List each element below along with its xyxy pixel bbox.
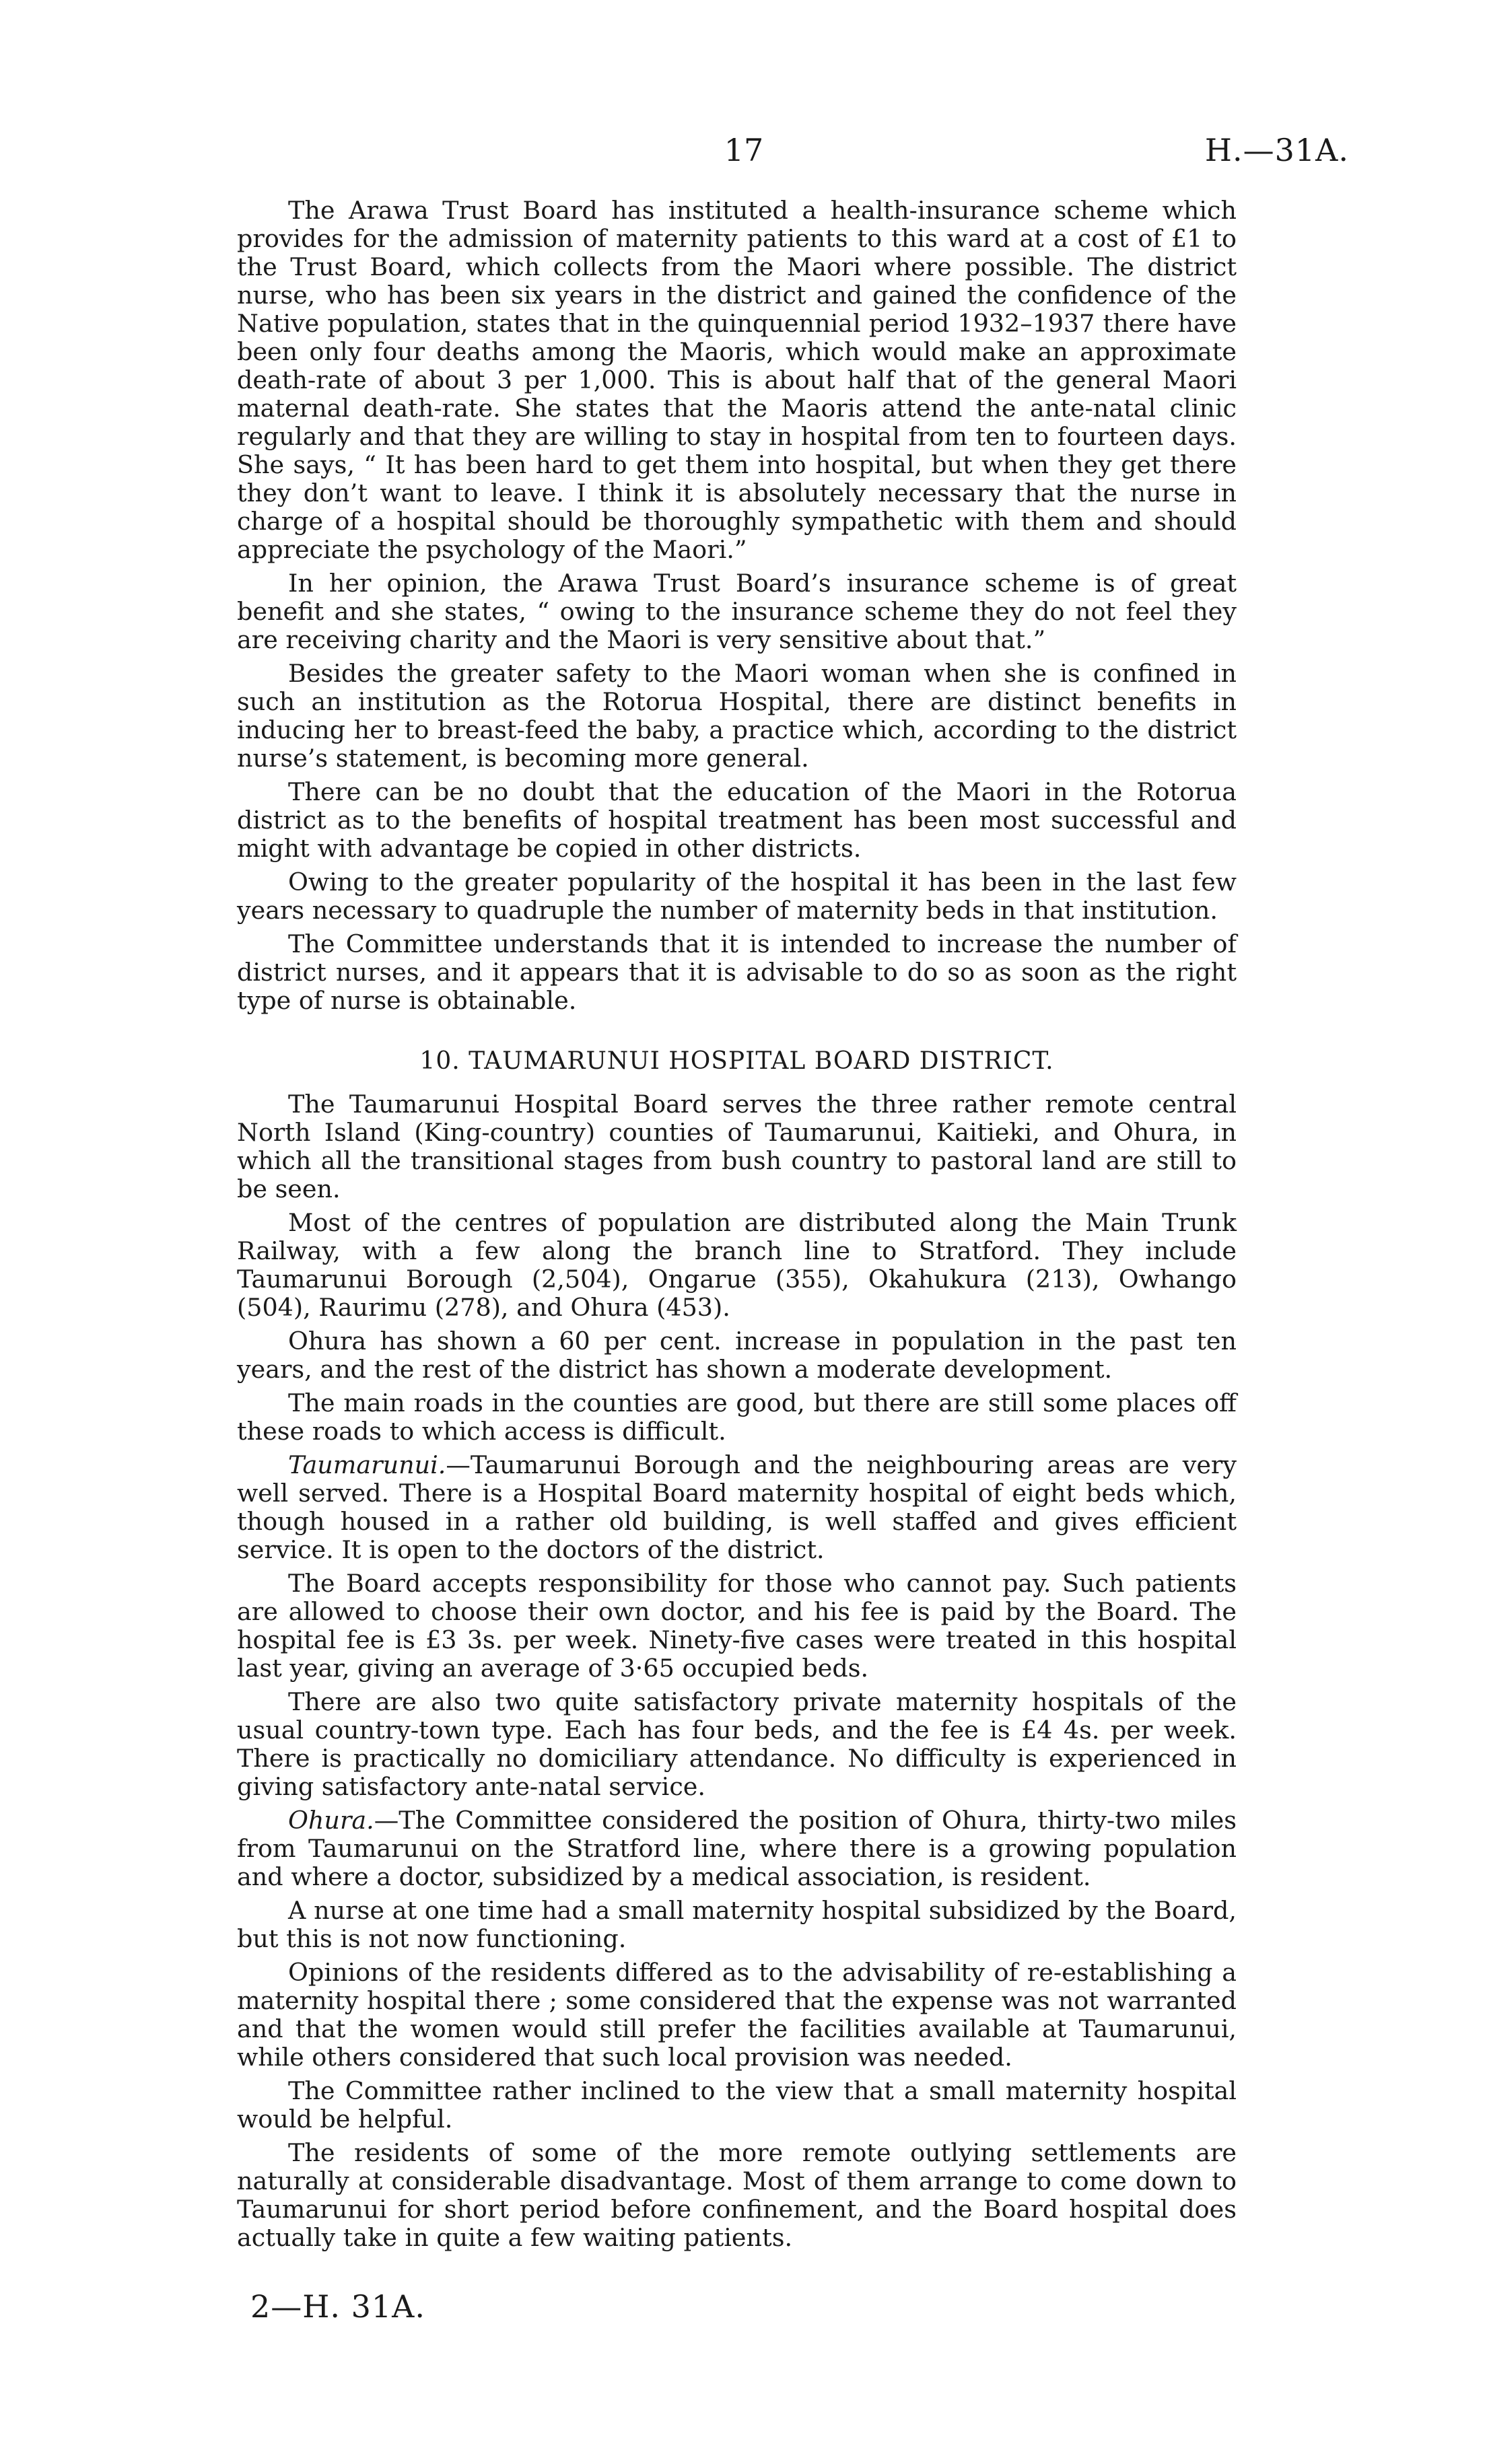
paragraph: Besides the greater safety to the Maori woman when she is confined in such an institution as the Rotorua Hospital, there are distinct benefits in inducing her to breast-feed the baby, a practice which, according to the district nurse’s statement, is becoming more general. — [237, 659, 1237, 773]
paragraph: The residents of some of the more remote outlying settlements are naturally at considerable disadvantage. Most of them arrange to come down to Taumarunui for short period before confinement, and the Board hospital does actually take in quite a few waiting patients. — [237, 2138, 1237, 2252]
paragraph: In her opinion, the Arawa Trust Board’s insurance scheme is of great benefit and she states, “ owing to the insurance scheme they do not feel they are receiving charity and the Maori is very sensitive about that.” — [237, 569, 1237, 654]
paragraph: A nurse at one time had a small maternity hospital subsidized by the Board, but this is not now functioning. — [237, 1896, 1237, 1953]
section-heading: 10. TAUMARUNUI HOSPITAL BOARD DISTRICT. — [419, 1047, 1054, 1075]
paragraph: The Committee rather inclined to the view that a small maternity hospital would be helpful. — [237, 2076, 1237, 2134]
paragraph: Opinions of the residents differed as to the advisability of re-establishing a maternity hospital there ; some considered that the expense was not warranted and that the women would still prefer the facilities available at Taumarunui, while others considered that such local provision was needed. — [237, 1958, 1237, 2072]
document-reference: H.—31A. — [1204, 132, 1349, 168]
footer-reference: 2—H. 31A. — [250, 2288, 426, 2325]
paragraph — [237, 1451, 1237, 1564]
paragraph-text: —Taumarunui Borough and the neighbouring areas are very well served. There is a Hospital Board maternity hospital of eight beds which, though housed in a rather old building, is well staffed and gives efficient service. It is open to the doctors of the district. — [237, 1450, 1237, 1564]
section-2-body — [237, 1090, 1237, 2257]
paragraph-text: —The Committee considered the position of Ohura, thirty-two miles from Taumarunui on the Stratford line, where there is a growing population and where a doctor, subsidized by a medical association, is resident. — [237, 1806, 1237, 1891]
page-number: 17 — [724, 132, 764, 168]
paragraph: There are also two quite satisfactory private maternity hospitals of the usual country-town type. Each has four beds, and the fee is £4 4s. per week. There is practically no domiciliary attendance. No difficulty is experienced in giving satisfactory ante-natal service. — [237, 1687, 1237, 1801]
paragraph: The main roads in the counties are good, but there are still some places off these roads to which access is difficult. — [237, 1388, 1237, 1446]
paragraph: The Committee understands that it is intended to increase the number of district nurses, and it appears that it is advisable to do so as soon as the right type of nurse is obtainable. — [237, 929, 1237, 1015]
paragraph: Ohura has shown a 60 per cent. increase in population in the past ten years, and the rest of the district has shown a moderate development. — [237, 1327, 1237, 1384]
paragraph: The Taumarunui Hospital Board serves the three rather remote central North Island (King-country) counties of Taumarunui, Kaitieki, and Ohura, in which all the transitional stages from bush country to pastoral land are still to be seen. — [237, 1090, 1237, 1203]
section-1-body — [237, 197, 1237, 1020]
paragraph: The Board accepts responsibility for those who cannot pay. Such patients are allowed to choose their own doctor, and his fee is paid by the Board. The hospital fee is £3 3s. per week. Ninety-five cases were treated in this hospital last year, giving an average of 3·65 occupied beds. — [237, 1569, 1237, 1683]
paragraph — [237, 1806, 1237, 1891]
paragraph: Most of the centres of population are distributed along the Main Trunk Railway, with a few along the branch line to Stratford. They include Taumarunui Borough (2,504), Ongarue (355), Okahukura (213), Owhango (504), Raurimu (278), and Ohura (453). — [237, 1208, 1237, 1322]
paragraph: There can be no doubt that the education of the Maori in the Rotorua district as to the benefits of hospital treatment has been most successful and might with advantage be copied in other districts. — [237, 777, 1237, 863]
run-in-heading: Ohura. — [288, 1806, 374, 1835]
run-in-heading: Taumarunui. — [288, 1450, 446, 1479]
paragraph: The Arawa Trust Board has instituted a health-insurance scheme which provides for the admission of maternity patients to this ward at a cost of £1 to the Trust Board, which collects from the Maori where possible. The district nurse, who has been six years in the district and gained the confidence of the Native population, states that in the quinquennial period 1932–1937 there have been only four deaths among the Maoris, which would make an approximate death-rate of about 3 per 1,000. This is about half that of the general Maori maternal death-rate. She states that the Maoris attend the ante-natal clinic regularly and that they are willing to stay in hospital from ten to fourteen days. She says, “ It has been hard to get them into hospital, but when they get there they don’t want to leave. I think it is absolutely necessary that the nurse in charge of a hospital should be thoroughly sympathetic with them and should appreciate the psychology of the Maori.” — [237, 196, 1237, 564]
paragraph: Owing to the greater popularity of the hospital it has been in the last few years necessary to quadruple the number of maternity beds in that institution. — [237, 868, 1237, 925]
